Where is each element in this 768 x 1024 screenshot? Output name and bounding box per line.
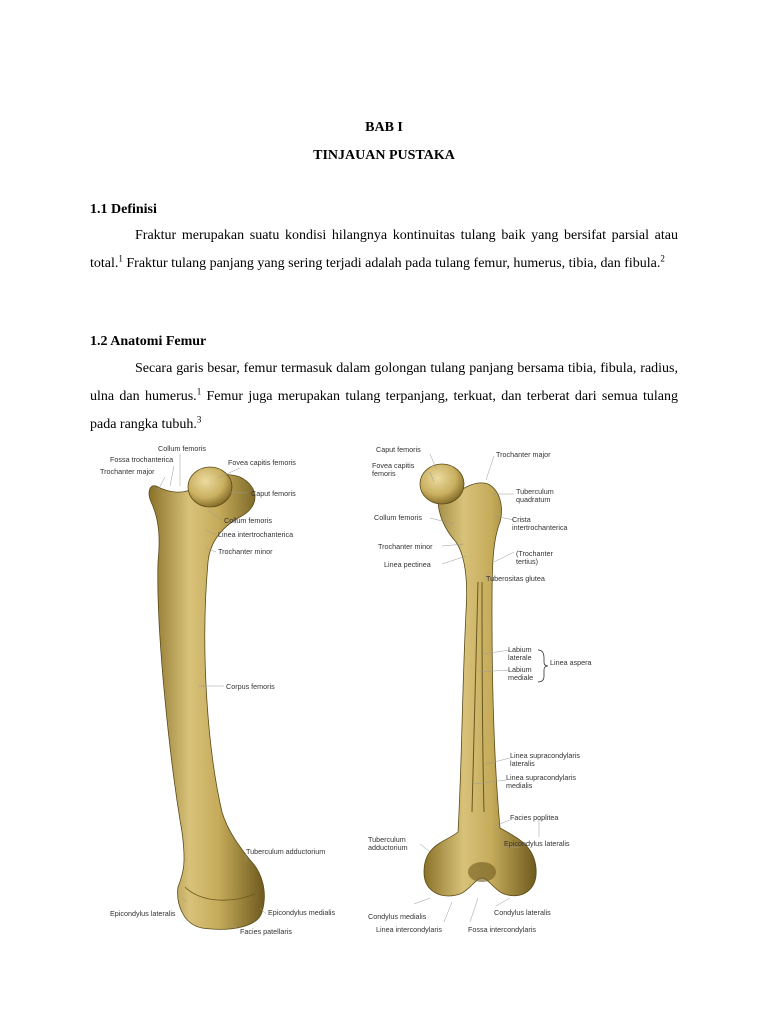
label-trochanter-minor: Trochanter minor	[218, 547, 273, 556]
section-2-heading: 1.2 Anatomi Femur	[90, 334, 207, 349]
s2-text-a: Secara garis besar, femur termasuk dalam golongan tulang panjang bersama tibia, fibula, radius, ulna dan humerus.	[90, 361, 678, 404]
s1-text-b: Fraktur tulang panjang yang sering terjadi adalah pada tulang femur, humerus, tibia, dan fibula.	[122, 256, 661, 271]
label-caput-femoris: Caput femoris	[251, 489, 296, 498]
label-crista-intertrochanterica: Crista intertrochanterica	[512, 515, 568, 532]
label-corpus-femoris: Corpus femoris	[226, 682, 275, 691]
label-tuberculum-quadratum: Tuberculum quadratum	[516, 487, 554, 504]
s2-text-b: Femur juga merupakan tulang terpanjang, terkuat, dan terberat dari semua tulang pada rangka tubuh.	[90, 389, 679, 432]
label-linea-intertrochanterica: Linea intertrochanterica	[218, 530, 294, 539]
label-collum-femoris-post: Collum femoris	[374, 513, 422, 522]
label-tuberculum-adductorium-post: Tuberculum adductorium	[368, 835, 408, 852]
s1-text-a: Fraktur merupakan suatu kondisi hilangnya kontinuitas tulang baik yang bersifat parsial atau total.	[90, 228, 678, 271]
label-fovea-capitis-post: Fovea capitis femoris	[372, 461, 415, 478]
label-tuberculum-adductorium: Tuberculum adductorium	[246, 847, 326, 856]
femur-figure	[90, 432, 688, 952]
label-fossa-trochanterica: Fossa trochanterica	[110, 455, 174, 464]
label-epicondylus-lateralis-post: Epicondylus lateralis	[504, 839, 570, 848]
label-facies-poplitea: Facies poplitea	[510, 813, 559, 822]
label-trochanter-tertius: (Trochanter tertius)	[516, 549, 553, 566]
footnote-ref: 2	[660, 253, 665, 264]
label-linea-aspera: Linea aspera	[550, 658, 592, 667]
label-linea-intercondylaris: Linea intercondylaris	[376, 925, 442, 934]
label-epicondylus-medialis: Epicondylus medialis	[268, 908, 336, 917]
footnote-ref: 1	[118, 253, 123, 264]
label-fovea-capitis: Fovea capitis femoris	[228, 458, 296, 467]
label-caput-femoris-post: Caput femoris	[376, 445, 421, 454]
label-trochanter-major-post: Trochanter major	[496, 450, 551, 459]
chapter-title: TINJAUAN PUSTAKA	[313, 148, 455, 163]
footnote-ref: 3	[196, 414, 202, 425]
label-epicondylus-lateralis: Epicondylus lateralis	[110, 909, 176, 918]
section-1-heading: 1.1 Definisi	[90, 202, 157, 217]
footnote-ref: 1	[196, 386, 202, 397]
label-trochanter-major: Trochanter major	[100, 467, 155, 476]
linea-aspera-brace	[538, 650, 548, 682]
label-fossa-intercondylaris: Fossa intercondylaris	[468, 925, 536, 934]
chapter-label: BAB I	[365, 120, 403, 135]
label-linea-pectinea: Linea pectinea	[384, 560, 431, 569]
label-condylus-medialis: Condylus medialis	[368, 912, 427, 921]
label-linea-supracondylaris-lateralis: Linea supracondylaris lateralis	[510, 751, 580, 768]
label-labium-mediale: Labium mediale	[508, 665, 534, 682]
label-facies-patellaris: Facies patellaris	[240, 927, 292, 936]
label-labium-laterale: Labium laterale	[508, 645, 532, 662]
label-linea-supracondylaris-medialis: Linea supracondylaris medialis	[506, 773, 576, 790]
section-1-paragraph	[90, 222, 678, 278]
label-condylus-lateralis: Condylus lateralis	[494, 908, 551, 917]
label-collum-femoris-top: Collum femoris	[158, 444, 206, 453]
femur-illustration	[90, 432, 688, 952]
section-2-paragraph	[90, 355, 678, 439]
label-tuberositas-glutea: Tuberositas glutea	[486, 574, 545, 583]
label-collum-femoris: Collum femoris	[224, 516, 272, 525]
label-trochanter-minor-post: Trochanter minor	[378, 542, 433, 551]
